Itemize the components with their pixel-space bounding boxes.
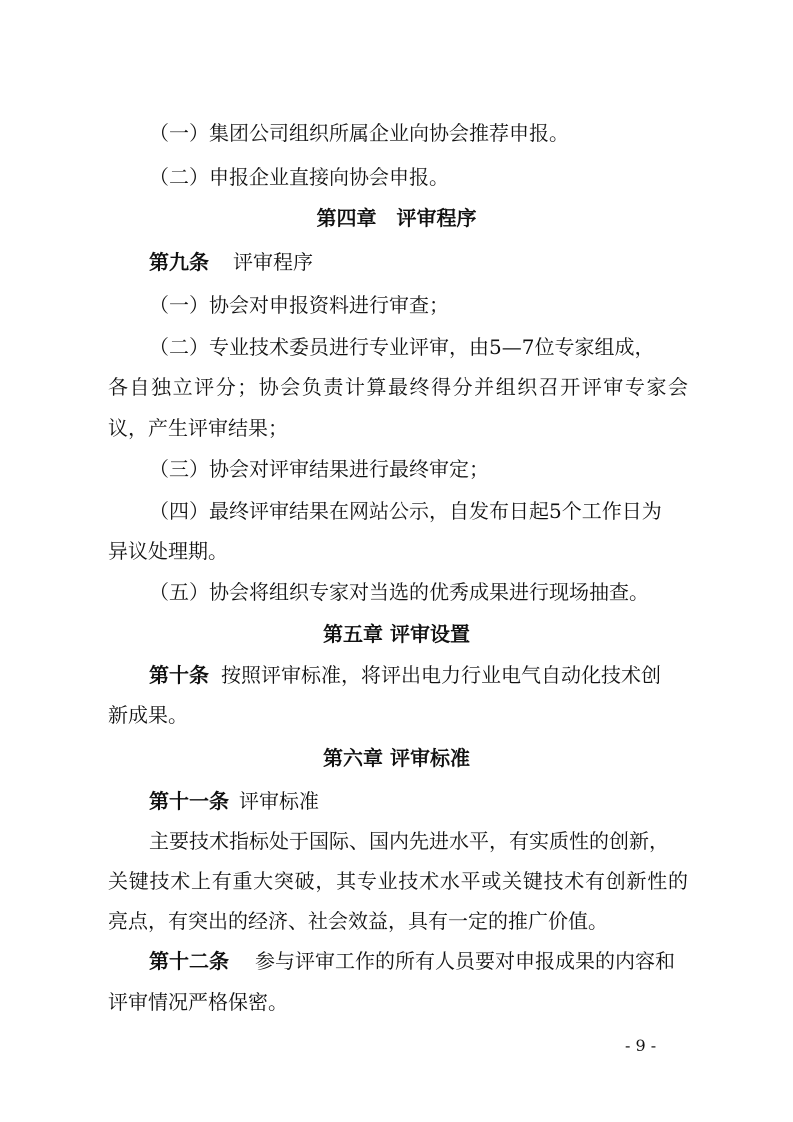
article-line [149,947,675,975]
article-line [149,787,319,815]
paragraph-line: （一）协会对申报资料进行审查； [149,293,449,317]
paragraph-line: 新成果。 [108,703,188,727]
article-line [149,661,661,689]
article-text: 按照评审标准，将评出电力行业电气自动化技术创 [221,663,661,687]
article-title: 第十二条 [149,949,229,973]
article-line [149,248,313,276]
paragraph-line: 评审情况严格保密。 [108,990,288,1014]
paragraph-line: （四）最终评审结果在网站公示，自发布日起5个工作日为 [149,499,662,523]
article-text: 参与评审工作的所有人员要对申报成果的内容和 [255,949,675,973]
paragraph-line: （一）集团公司组织所属企业向协会推荐申报。 [149,121,569,145]
chapter-heading: 第四章 评审程序 [316,206,477,230]
article-title: 第十条 [149,663,209,687]
chapter-heading: 第五章 评审设置 [323,622,470,646]
article-text: 评审标准 [239,789,319,813]
page-number: - 9 - [625,1036,657,1055]
article-text: 评审程序 [233,250,313,274]
article-title: 第十一条 [149,789,229,813]
paragraph-line [108,867,688,895]
paragraph-line [108,373,688,401]
paragraph-line: 亮点，有突出的经济、社会效益，具有一定的推广价值。 [108,909,608,933]
paragraph-line: （二）申报企业直接向协会申报。 [149,165,449,189]
paragraph-line: （五）协会将组织专家对当选的优秀成果进行现场抽查。 [149,580,649,604]
chapter-heading: 第六章 评审标准 [323,746,470,770]
paragraph-line: 异议处理期。 [108,539,228,563]
paragraph-line: 主要技术指标处于国际、国内先进水平，有实质性的创新， [149,829,669,853]
paragraph-text: 关键技术上有重大突破，其专业技术水平或关键技术有创新性的 [108,869,688,893]
article-title: 第九条 [149,250,209,274]
paragraph-line: （三）协会对评审结果进行最终审定； [149,457,489,481]
paragraph-line: （二）专业技术委员进行专业评审，由5—7位专家组成， [149,335,655,359]
paragraph-line: 议，产生评审结果； [108,416,288,440]
paragraph-text: 各自独立评分；协会负责计算最终得分并组织召开评审专家会 [108,375,688,399]
